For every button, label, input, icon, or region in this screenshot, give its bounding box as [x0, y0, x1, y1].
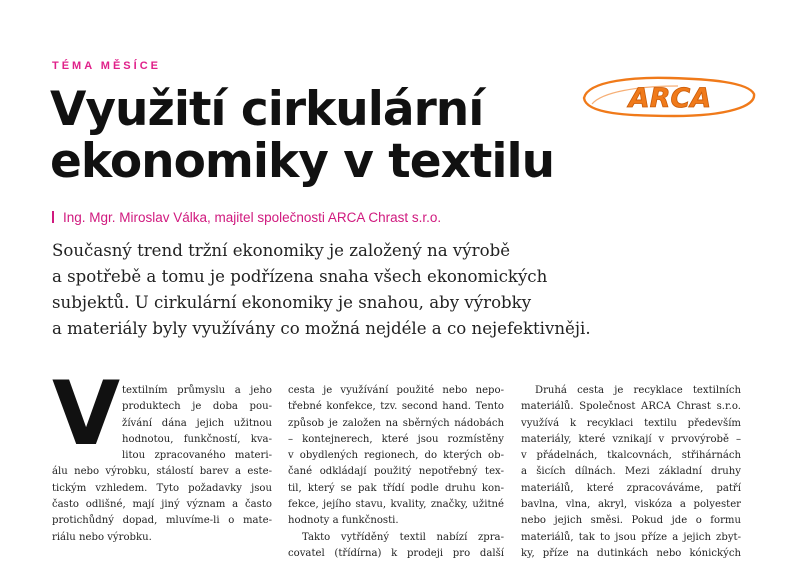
body-line: hodnoty a funkčnosti. — [288, 515, 399, 527]
lead-line: subjektů. U cirkulární ekonomiky je snahou, aby výrobky — [52, 293, 532, 312]
body-line: covatel (třídírna) k prodeji pro další — [288, 547, 504, 559]
body-line: čané odkládají použitý nepotřebný tex- — [288, 466, 504, 478]
body-line: Druhá cesta je recyklace textilních — [535, 385, 741, 396]
title-line: ekonomiky v textilu — [50, 134, 555, 189]
body-line: často odlišné, mají jiný význam a často — [52, 499, 272, 511]
byline — [52, 210, 441, 225]
lead-line: a spotřebě a tomu je podřízena snaha všech ekonomických — [52, 267, 548, 286]
body-line: třebné konfekce, tzv. second hand. Tento — [288, 401, 504, 413]
body-line: hodnotou, funkčností, kva- — [122, 433, 272, 445]
body-line: produktech je doba pou- — [122, 401, 272, 413]
body-line: litou zpracovaného materi- — [122, 450, 272, 462]
body-line: bavlna, vlna, akryl, viskóza a polyester — [521, 499, 741, 511]
title-line: Využití cirkulární — [50, 82, 484, 137]
body-line: využívá k recyklaci textilu především — [521, 417, 741, 429]
body-line: v obydlených regionech, do kterých ob- — [288, 450, 504, 462]
body-line: protichůdný dopad, mluvíme-li o mate- — [52, 515, 272, 527]
lead-line: a materiály byly využívány co možná nejdéle a co nejefektivněji. — [52, 319, 591, 338]
arca-logo — [578, 74, 758, 120]
body-line: materiálů, které zpracováváme, patří — [521, 482, 741, 494]
body-line: žívání dána jejich užitnou — [122, 417, 272, 429]
byline-bar — [52, 211, 54, 223]
body-line: cesta je využívání použité nebo nepo- — [288, 385, 504, 396]
body-line: – kontejnerech, které jsou rozmístěny — [288, 433, 504, 445]
body-line: a šicích dílnách. Mezi základní druhy — [521, 466, 741, 478]
drop-cap: V — [52, 362, 121, 465]
byline-text: Ing. Mgr. Miroslav Válka, majitel společnosti ARCA Chrast s.r.o. — [63, 210, 442, 225]
body-line: til, který se pak třídí podle druhu kon- — [288, 482, 504, 494]
section-kicker: TÉMA MĚSÍCE — [52, 60, 161, 72]
body-line: materiály, které vznikají v prvovýrobě – — [521, 433, 741, 445]
body-line: materiálů. Společnost ARCA Chrast s.r.o. — [521, 401, 741, 413]
article-title — [50, 84, 610, 188]
logo-text: ARCA — [628, 83, 712, 114]
lead-paragraph — [52, 238, 752, 342]
body-line: textilním průmyslu a jeho — [122, 385, 272, 396]
body-line: riálu nebo výrobku. — [52, 531, 152, 543]
body-line: tickým vzhledem. Tyto požadavky jsou — [52, 482, 272, 494]
body-line: Takto vytříděný textil nabízí zpra- — [302, 531, 504, 543]
body-column-3 — [521, 383, 741, 562]
body-line: ky, příze na dutinkách nebo kónických — [521, 547, 741, 559]
body-line: álu nebo výrobku, stálostí barev a este- — [52, 466, 272, 478]
body-column-2 — [288, 383, 504, 562]
body-line: materiálů, tak to jsou příze a jejich zbyt- — [521, 531, 741, 543]
body-line: v přádelnách, tkalcovnách, střihárnách — [521, 450, 741, 462]
body-line: způsob je založen na sběrných nádobách — [288, 417, 504, 429]
body-column-1 — [52, 383, 272, 546]
body-line: fekce, jejího stavu, kvality, značky, užitné — [288, 499, 504, 511]
body-line: nebo jejich směsi. Pokud jde o formu — [521, 515, 741, 527]
lead-line: Současný trend tržní ekonomiky je založený na výrobě — [52, 241, 511, 260]
